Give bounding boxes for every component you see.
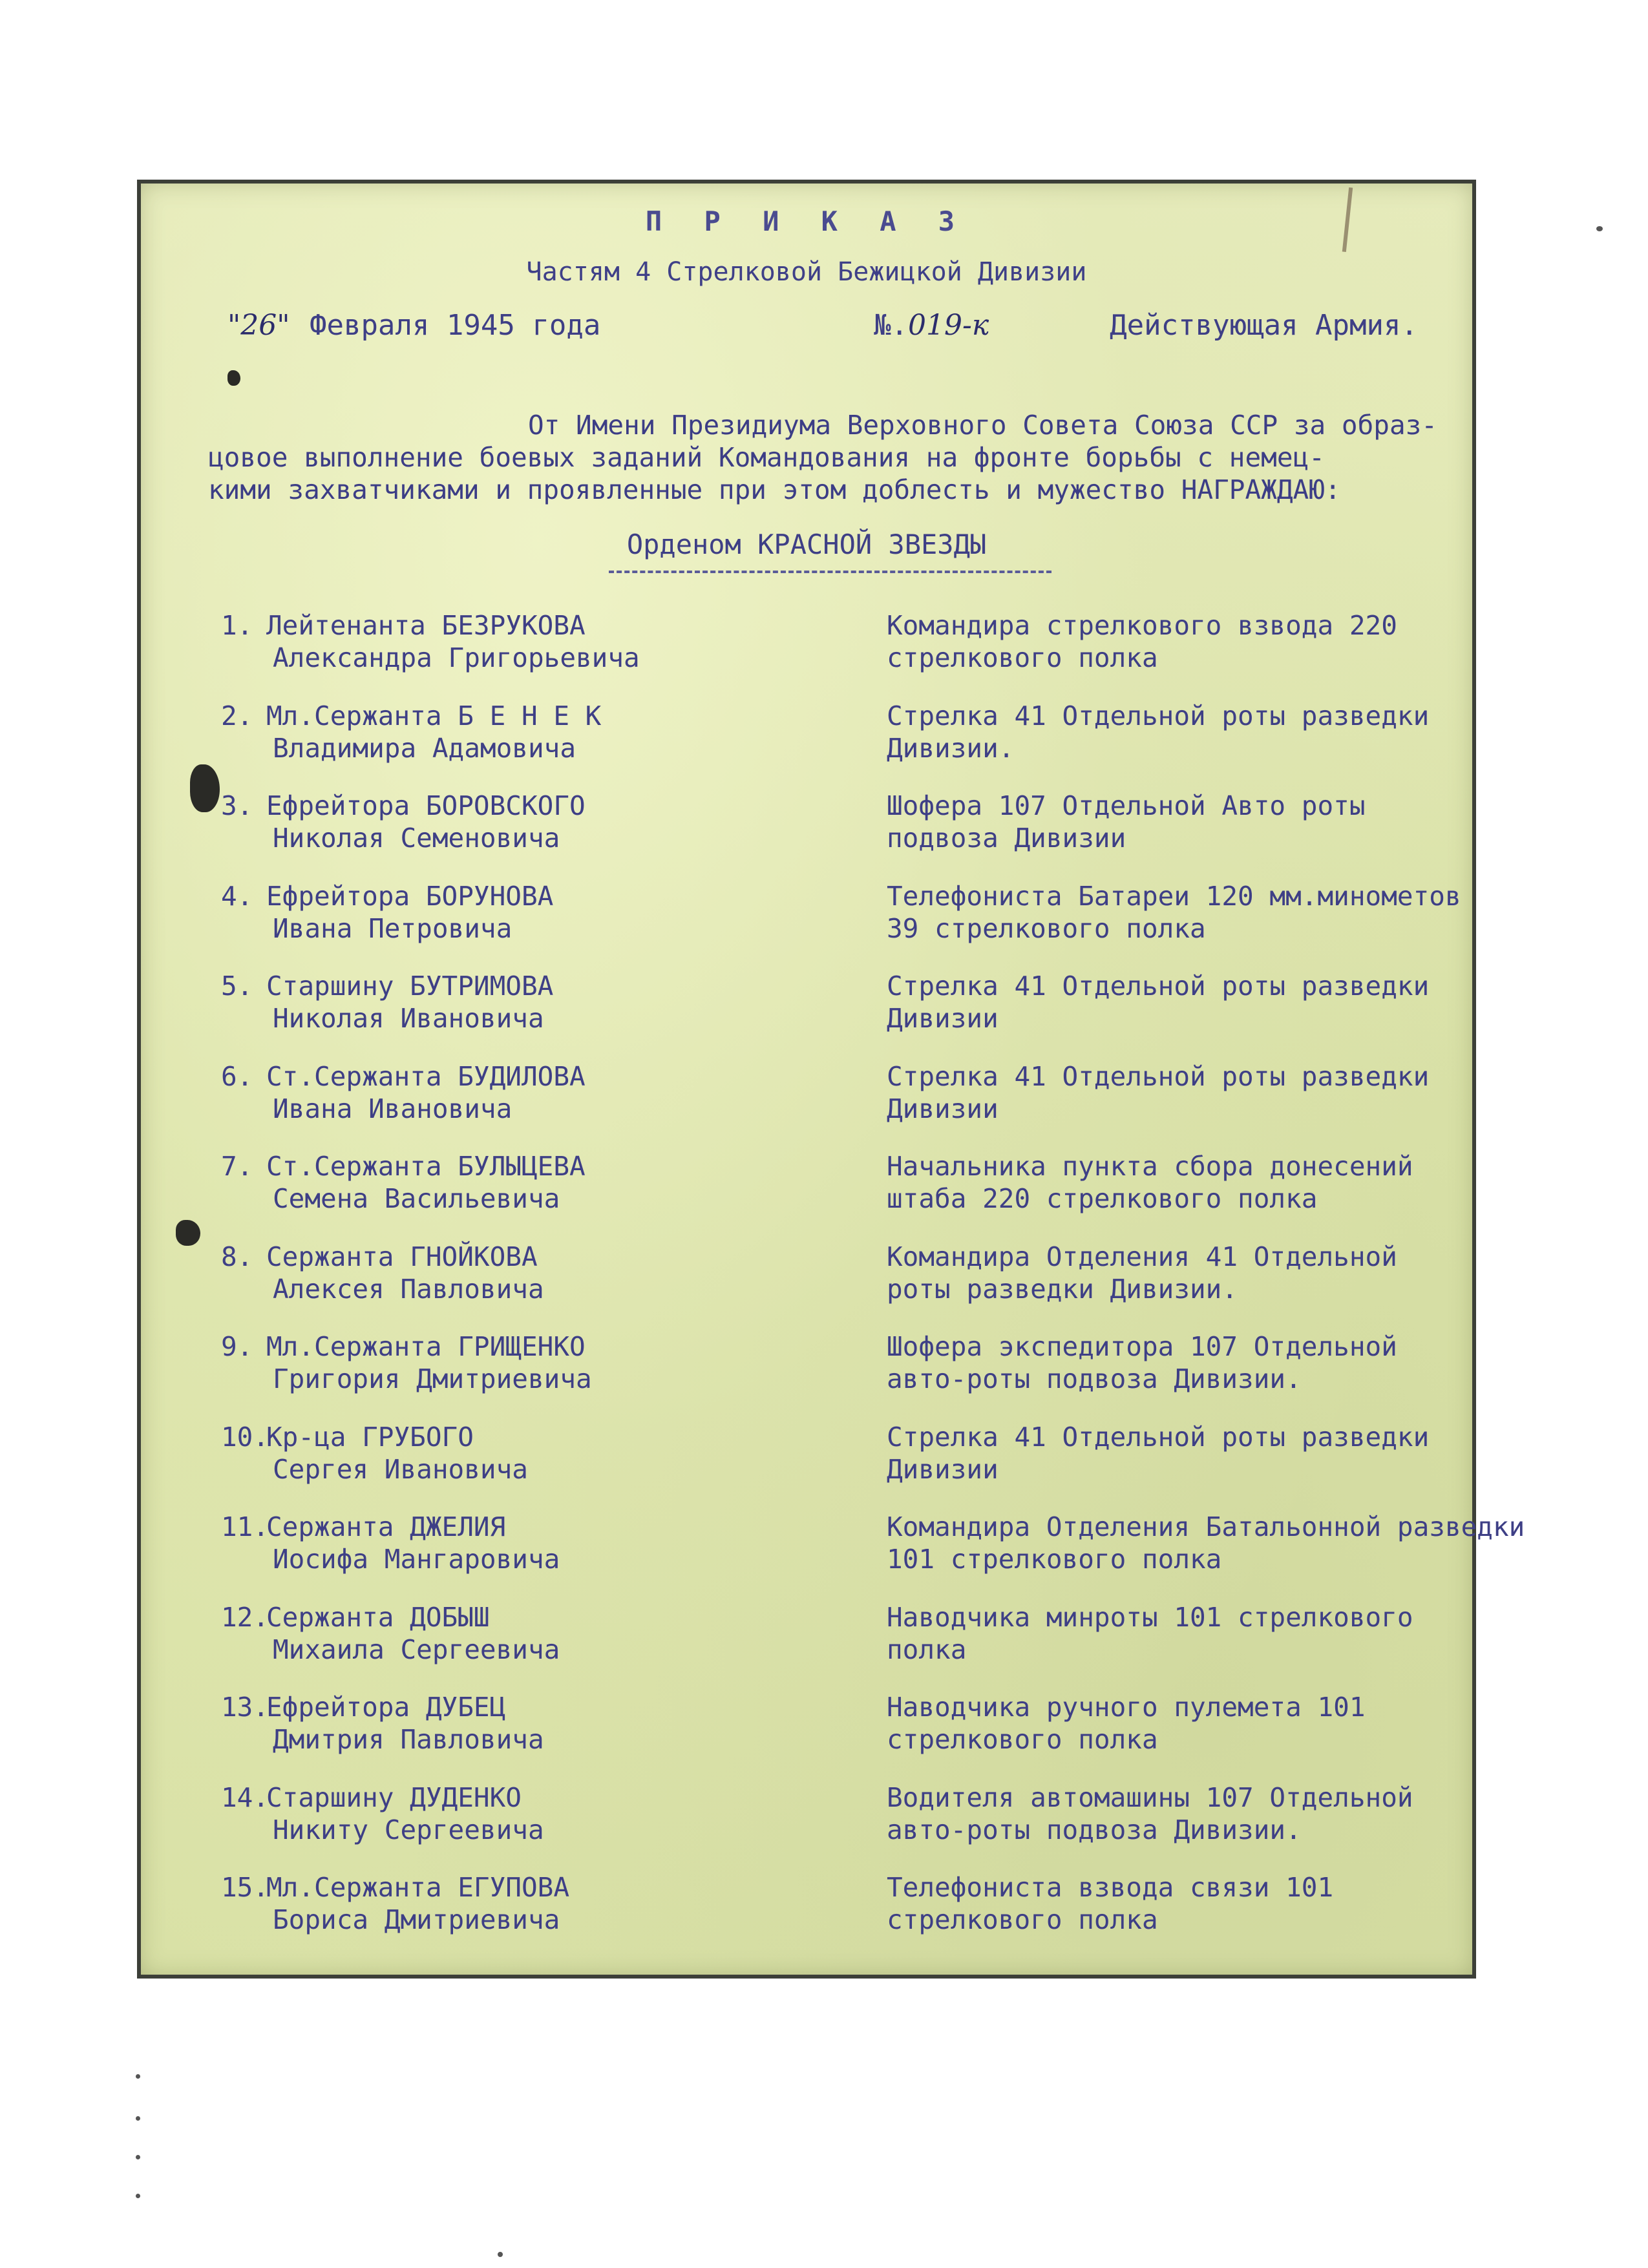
position-line: Дивизии xyxy=(887,1093,998,1124)
recipient-rank-surname: Старшину ДУДЕНКО xyxy=(266,1781,522,1813)
award-heading: Орденом КРАСНОЙ ЗВЕЗДЫ xyxy=(626,529,987,560)
entry-number: 4. xyxy=(221,880,253,912)
position-line: авто-роты подвоза Дивизии. xyxy=(887,1363,1302,1394)
entry-number: 13. xyxy=(221,1692,269,1723)
recipient-position xyxy=(887,609,1520,674)
recipient-position xyxy=(887,1601,1520,1666)
recipient xyxy=(221,609,803,674)
punch-hole xyxy=(227,370,240,386)
preamble xyxy=(208,409,1437,506)
recipient-given-names: Сергея Ивановича xyxy=(273,1453,528,1485)
entry-number: 5. xyxy=(221,971,253,1002)
punch-hole xyxy=(190,764,220,812)
date-month-year: Февраля 1945 года xyxy=(309,309,601,342)
position-line: Шофера 107 Отдельной Авто роты xyxy=(887,790,1366,821)
recipient-position xyxy=(887,970,1520,1034)
recipient-position xyxy=(887,1511,1525,1575)
recipient xyxy=(221,1060,803,1125)
recipient xyxy=(221,1241,803,1305)
recipient-rank-surname: Мл.Сержанта Б Е Н Е К xyxy=(266,700,602,731)
entry-number: 3. xyxy=(221,790,253,821)
award-entry xyxy=(221,790,1462,880)
preamble-line: кими захватчиками и проявленные при этом доблесть и мужество НАГРАЖДАЮ: xyxy=(208,474,1341,505)
recipient xyxy=(221,1150,803,1215)
award-heading-underline xyxy=(609,571,1051,573)
award-entry xyxy=(221,1601,1462,1692)
recipient-given-names: Ивана Петровича xyxy=(273,912,512,944)
recipient xyxy=(221,1421,803,1486)
recipient-rank-surname: Мл.Сержанта ЕГУПОВА xyxy=(266,1872,569,1903)
position-line: Дивизии. xyxy=(887,732,1015,764)
recipient-position xyxy=(887,1691,1520,1756)
position-line: полка xyxy=(887,1633,967,1665)
preamble-line: От Имени Президиума Верховного Совета Союза ССР за образ- xyxy=(528,410,1437,441)
award-entry xyxy=(221,970,1462,1060)
order-number xyxy=(874,309,989,342)
position-line: Командира стрелкового взвода 220 xyxy=(887,610,1397,641)
position-line: Стрелка 41 Отдельной роты разведки xyxy=(887,1060,1430,1092)
recipient-rank-surname: Лейтенанта БЕЗРУКОВА xyxy=(266,610,586,641)
award-entry xyxy=(221,880,1462,971)
recipient-rank-surname: Мл.Сержанта ГРИЩЕНКО xyxy=(266,1331,586,1362)
recipient xyxy=(221,1601,803,1666)
entry-number: 2. xyxy=(221,700,253,731)
recipient xyxy=(221,790,803,854)
recipient-rank-surname: Старшину БУТРИМОВА xyxy=(266,971,554,1002)
scan-speck xyxy=(136,2194,140,2198)
recipient-given-names: Владимира Адамовича xyxy=(273,732,576,764)
position-line: Телефониста Батареи 120 мм.минометов xyxy=(887,880,1461,912)
recipient xyxy=(221,970,803,1034)
position-line: 39 стрелкового полка xyxy=(887,912,1206,944)
recipient xyxy=(221,1781,803,1846)
award-entry xyxy=(221,1511,1525,1601)
award-entry xyxy=(221,1060,1462,1151)
award-entry xyxy=(221,1330,1462,1421)
position-line: Начальника пункта сбора донесений xyxy=(887,1151,1413,1182)
position-line: Наводчика ручного пулемета 101 xyxy=(887,1692,1366,1723)
entry-number: 8. xyxy=(221,1241,253,1272)
recipient-position xyxy=(887,1421,1520,1486)
award-entry xyxy=(221,1150,1462,1241)
recipient xyxy=(221,1691,803,1756)
award-entry xyxy=(221,1241,1462,1331)
position-line: стрелкового полка xyxy=(887,642,1158,673)
entry-number: 9. xyxy=(221,1331,253,1362)
recipient-position xyxy=(887,1871,1520,1936)
recipient-position xyxy=(887,700,1520,764)
recipient-rank-surname: Сержанта ГНОЙКОВА xyxy=(266,1241,538,1272)
position-line: Водителя автомашины 107 Отдельной xyxy=(887,1781,1413,1813)
recipient-position xyxy=(887,1150,1520,1215)
recipient-given-names: Дмитрия Павловича xyxy=(273,1724,544,1755)
recipient-given-names: Николая Семеновича xyxy=(273,823,560,854)
date-day-handwritten: "26" xyxy=(227,309,290,342)
award-entry xyxy=(221,1781,1462,1872)
recipient-rank-surname: Сержанта ДОБЫШ xyxy=(266,1601,490,1633)
position-line: 101 стрелкового полка xyxy=(887,1544,1222,1575)
entry-number: 14. xyxy=(221,1781,269,1813)
position-line: Стрелка 41 Отдельной роты разведки xyxy=(887,700,1430,731)
recipient xyxy=(221,1511,803,1575)
award-entry xyxy=(221,700,1462,790)
position-line: Наводчика минроты 101 стрелкового xyxy=(887,1601,1413,1633)
award-list xyxy=(221,609,1525,1962)
position-line: Стрелка 41 Отдельной роты разведки xyxy=(887,1421,1430,1453)
recipient-rank-surname: Ст.Сержанта БУЛЫЦЕВА xyxy=(266,1151,586,1182)
recipient-given-names: Иосифа Мангаровича xyxy=(273,1544,560,1575)
position-line: Шофера экспедитора 107 Отдельной xyxy=(887,1331,1397,1362)
position-line: штаба 220 стрелкового полка xyxy=(887,1183,1318,1214)
scan-speck xyxy=(1596,226,1603,231)
recipient xyxy=(221,1330,803,1395)
recipient-rank-surname: Ефрейтора БОРОВСКОГО xyxy=(266,790,586,821)
position-line: Дивизии xyxy=(887,1453,998,1485)
entry-number: 7. xyxy=(221,1151,253,1182)
entry-number: 12. xyxy=(221,1601,269,1633)
entry-number: 6. xyxy=(221,1060,253,1092)
recipient-given-names: Бориса Дмитриевича xyxy=(273,1904,560,1935)
recipient-given-names: Никиту Сергеевича xyxy=(273,1814,544,1845)
recipient-position xyxy=(887,1781,1520,1846)
recipient-given-names: Николая Ивановича xyxy=(273,1003,544,1034)
recipient-rank-surname: Сержанта ДЖЕЛИЯ xyxy=(266,1511,506,1542)
recipient-given-names: Семена Васильевича xyxy=(273,1183,560,1214)
recipient xyxy=(221,880,803,945)
punch-hole xyxy=(176,1220,200,1246)
recipient-position xyxy=(887,1060,1520,1125)
award-entry xyxy=(221,1421,1462,1511)
position-line: Дивизии xyxy=(887,1003,998,1034)
recipient-rank-surname: Ефрейтора БОРУНОВА xyxy=(266,880,554,912)
position-line: стрелкового полка xyxy=(887,1724,1158,1755)
award-entry xyxy=(221,1691,1462,1781)
preamble-line: цовое выполнение боевых заданий Командования на фронте борьбы с немец- xyxy=(208,442,1325,473)
position-line: авто-роты подвоза Дивизии. xyxy=(887,1814,1302,1845)
position-line: подвоза Дивизии xyxy=(887,823,1126,854)
recipient-rank-surname: Ефрейтора ДУБЕЦ xyxy=(266,1692,506,1723)
position-line: Стрелка 41 Отдельной роты разведки xyxy=(887,971,1430,1002)
date-line xyxy=(227,309,1418,354)
recipient-position xyxy=(887,790,1520,854)
scan-speck xyxy=(136,2155,140,2159)
army-label: Действующая Армия. xyxy=(1110,309,1418,342)
position-line: Командира Отделения Батальонной разведки xyxy=(887,1511,1525,1542)
award-entry xyxy=(221,609,1462,700)
recipient-given-names: Ивана Ивановича xyxy=(273,1093,512,1124)
recipient-position xyxy=(887,1241,1520,1305)
recipient xyxy=(221,1871,803,1936)
document-title: П Р И К А З xyxy=(645,205,968,237)
recipient-position xyxy=(887,880,1520,945)
entry-number: 10. xyxy=(221,1421,269,1453)
recipient-given-names: Александра Григорьевича xyxy=(273,642,640,673)
position-line: роты разведки Дивизии. xyxy=(887,1273,1238,1305)
recipient-rank-surname: Кр-ца ГРУБОГО xyxy=(266,1421,474,1453)
recipient-rank-surname: Ст.Сержанта БУДИЛОВА xyxy=(266,1060,586,1092)
scan-speck xyxy=(498,2252,503,2257)
order-document-photo xyxy=(137,180,1525,1979)
entry-number: 11. xyxy=(221,1511,269,1542)
recipient-given-names: Григория Дмитриевича xyxy=(273,1363,592,1394)
position-line: стрелкового полка xyxy=(887,1904,1158,1935)
recipient-given-names: Михаила Сергеевича xyxy=(273,1633,560,1665)
scan-speck xyxy=(136,2074,140,2079)
recipient xyxy=(221,700,803,764)
scan-speck xyxy=(136,2116,140,2121)
entry-number: 1. xyxy=(221,610,253,641)
position-line: Телефониста взвода связи 101 xyxy=(887,1872,1334,1903)
award-entry xyxy=(221,1871,1462,1962)
order-number-handwritten: 019-к xyxy=(907,309,989,342)
recipient-position xyxy=(887,1330,1520,1395)
recipient-given-names: Алексея Павловича xyxy=(273,1273,544,1305)
document-subtitle: Частям 4 Стрелковой Бежицкой Дивизии xyxy=(526,257,1087,287)
order-number-prefix: №. xyxy=(874,309,908,342)
entry-number: 15. xyxy=(221,1872,269,1903)
position-line: Командира Отделения 41 Отдельной xyxy=(887,1241,1397,1272)
